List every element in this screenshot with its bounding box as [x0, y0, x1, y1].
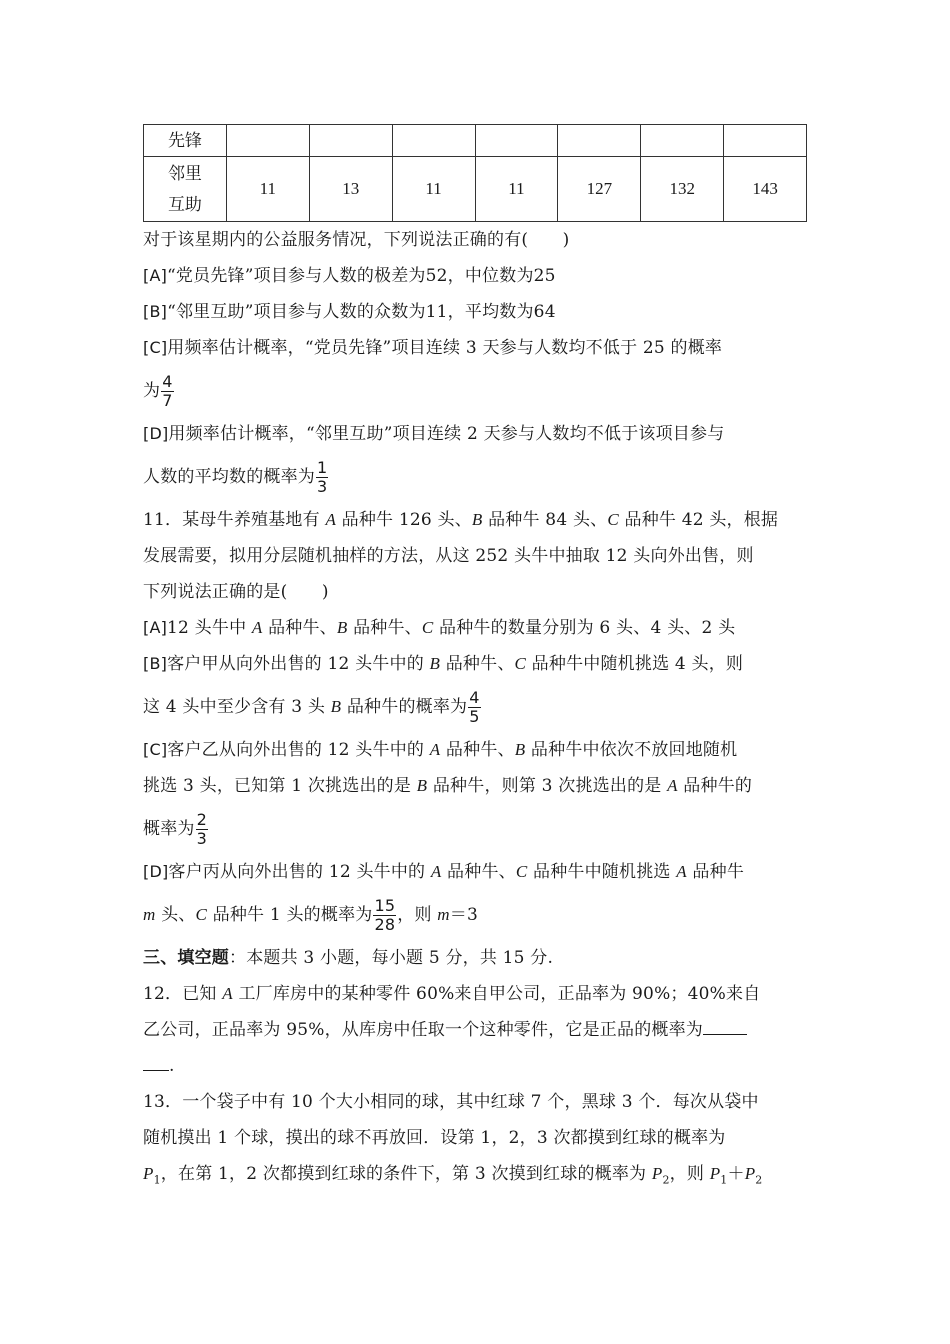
option-label: [B] [143, 654, 168, 673]
table-cell: 11 [392, 157, 475, 222]
row-label-neighbor-help: 邻里 互助 [144, 157, 227, 222]
q11-stem-line2: 发展需要，拟用分层随机抽样的方法，从这 252 头牛中抽取 12 头向外出售，则 [143, 546, 754, 566]
q11-option-c-line2: 挑选 3 头，已知第 1 次挑选出的是 B 品种牛，则第 3 次挑选出的是 A 品种牛的 [143, 776, 753, 796]
section-heading: 三、填空题：本题共 3 小题，每小题 5 分，共 15 分. [143, 948, 554, 968]
table-cell [226, 125, 309, 157]
option-label: [B] [143, 302, 168, 321]
table-cell: 132 [641, 157, 724, 222]
option-label: [C] [143, 740, 168, 759]
q11-option-b: [B]客户甲从向外出售的 12 头牛中的 B 品种牛、C 品种牛中随机挑选 4 头，则 [143, 654, 744, 674]
table-row-vanguard [144, 125, 807, 157]
fraction: $\frac{4}{5}$ [469, 688, 480, 726]
q10-option-c: [C]用频率估计概率，“党员先锋”项目连续 3 天参与人数均不低于 25 的概率 [143, 338, 723, 358]
question-number: 12． [143, 984, 183, 1004]
document-page [143, 124, 807, 1198]
table-cell: 11 [475, 157, 558, 222]
table-row-neighbor-help [144, 157, 807, 222]
q11-option-b-cont: 这 4 头中至少含有 3 头 B 品种牛的概率为 $\frac{4}{5}$ [143, 688, 480, 726]
table-cell: 127 [558, 157, 641, 222]
option-label: [D] [143, 862, 169, 881]
option-label: [A] [143, 618, 168, 637]
q13-line2: 随机摸出 1 个球，摸出的球不再放回．设第 1，2，3 次都摸到红球的概率为 [143, 1128, 726, 1148]
q12-line3: . [143, 1048, 807, 1084]
fraction: $\frac{4}{7}$ [162, 372, 173, 410]
q11-option-d-line2: m 头、C 品种牛 1 头的概率为 $\frac{15}{28}$ ，则 m＝3 [143, 896, 478, 934]
answer-blank-cont[interactable] [143, 1052, 169, 1071]
question-number: 11． [143, 510, 183, 530]
answer-blank[interactable] [703, 1016, 747, 1035]
option-label: [C] [143, 338, 168, 357]
q11-stem-line1: 11．某母牛养殖基地有 A 品种牛 126 头、B 品种牛 84 头、C 品种牛 42 头，根据 [143, 510, 779, 530]
option-label: [D] [143, 424, 169, 443]
table-cell [724, 125, 807, 157]
q12-line2: 乙公司，正品率为 95%，从库房中任取一个这种零件，它是正品的概率为 [143, 1012, 807, 1048]
q11-option-d: [D]客户丙从向外出售的 12 头牛中的 A 品种牛、C 品种牛中随机挑选 A 品种牛 [143, 862, 745, 882]
question-number: 13． [143, 1092, 183, 1112]
q10-option-d: [D]用频率估计概率，“邻里互助”项目连续 2 天参与人数均不低于该项目参与 [143, 424, 725, 444]
row-label-vanguard: 先锋 [144, 125, 227, 157]
table-cell: 13 [309, 157, 392, 222]
fraction: $\frac{15}{28}$ [374, 896, 396, 934]
q10-option-c-cont: 为 $\frac{4}{7}$ [143, 372, 173, 410]
q11-option-a: [A]12 头牛中 A 品种牛、B 品种牛、C 品种牛的数量分别为 6 头、4 头、2 头 [143, 618, 736, 638]
q10-stem: 对于该星期内的公益服务情况，下列说法正确的有( ) [143, 230, 570, 250]
table-cell [309, 125, 392, 157]
table-cell [558, 125, 641, 157]
q11-option-c-line3: 概率为 $\frac{2}{3}$ [143, 810, 207, 848]
table-cell [475, 125, 558, 157]
service-table [143, 124, 807, 222]
q13-line3: $P_1$，在第 1，2 次都摸到红球的条件下，第 3 次摸到红球的概率为 $P_2$，则 $P_1+P_2$ [143, 1164, 763, 1187]
fraction: $\frac{2}{3}$ [196, 810, 207, 848]
table-cell: 143 [724, 157, 807, 222]
q12-line1: 12．已知 A 工厂库房中的某种零件 60%来自甲公司，正品率为 90%；40%来自 [143, 984, 761, 1004]
fraction: $\frac{1}{3}$ [317, 458, 328, 496]
table-cell: 11 [226, 157, 309, 222]
q10-option-a: [A]“党员先锋”项目参与人数的极差为52，中位数为25 [143, 266, 556, 286]
q11-stem-line3: 下列说法正确的是( ) [143, 582, 329, 602]
section-title: 三、填空题 [143, 948, 229, 968]
table-cell [641, 125, 724, 157]
table-cell [392, 125, 475, 157]
q13-line1: 13．一个袋子中有 10 个大小相同的球，其中红球 7 个，黑球 3 个．每次从袋中 [143, 1092, 759, 1112]
q10-option-b: [B]“邻里互助”项目参与人数的众数为11，平均数为64 [143, 302, 556, 322]
q10-option-d-cont: 人数的平均数的概率为 $\frac{1}{3}$ [143, 458, 328, 496]
option-label: [A] [143, 266, 168, 285]
q11-option-c: [C]客户乙从向外出售的 12 头牛中的 A 品种牛、B 品种牛中依次不放回地随机 [143, 740, 738, 760]
